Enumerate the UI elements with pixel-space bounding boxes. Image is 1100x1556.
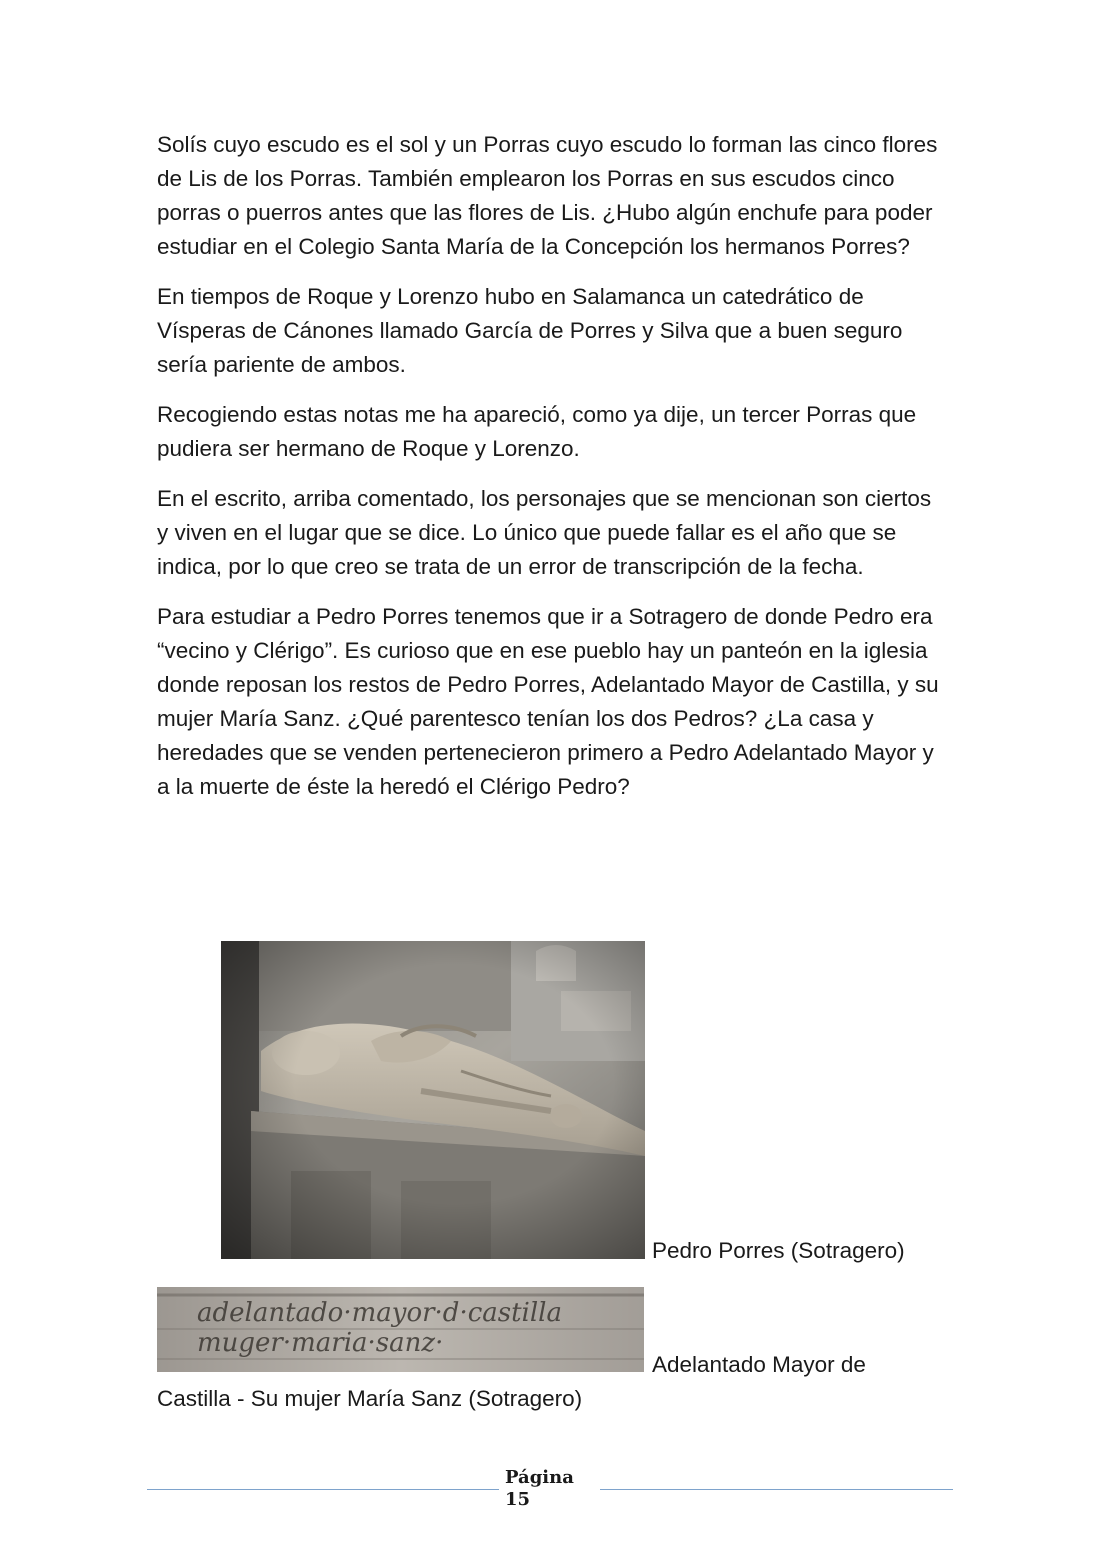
figure-caption: Pedro Porres (Sotragero)	[652, 1238, 905, 1263]
page-number	[505, 1467, 595, 1511]
page-number-value: 15	[505, 1489, 531, 1510]
svg-text:muger·maria·sanz·: muger·maria·sanz·	[197, 1328, 444, 1358]
footer-rule	[600, 1489, 953, 1490]
page-label: Página	[505, 1467, 574, 1488]
paragraph: En tiempos de Roque y Lorenzo hubo en Salamanca un catedrático de Vísperas de Cánones llamado García de Porres y Silva que a buen seguro sería pariente de ambos.	[157, 284, 903, 377]
paragraph: Para estudiar a Pedro Porres tenemos que ir a Sotragero de donde Pedro era “vecino y Clérigo”. Es curioso que en ese pueblo hay un panteón en la iglesia donde reposan los restos de Pedro Porres, Adelantado Mayor de Castilla, y su mujer María Sanz. ¿Qué parentesco tenían los dos Pedros? ¿La casa y heredades que se venden pertenecieron primero a Pedro Adelantado Mayor y a la muerte de éste la heredó el Clérigo Pedro?	[157, 604, 939, 799]
inscription-photo	[157, 1287, 644, 1372]
page-body	[157, 128, 947, 820]
paragraph: Recogiendo estas notas me ha apareció, como ya dije, un tercer Porras que pudiera ser hermano de Roque y Lorenzo.	[157, 402, 917, 461]
paragraph: En el escrito, arriba comentado, los personajes que se mencionan son ciertos y viven en el lugar que se dice. Lo único que puede fallar es el año que se indica, por lo que creo se trata de un error de transcripción de la fecha.	[157, 486, 932, 579]
figure-caption: Adelantado Mayor de	[652, 1352, 866, 1377]
figure-caption: Castilla - Su mujer María Sanz (Sotragero)	[157, 1386, 583, 1411]
paragraph: Solís cuyo escudo es el sol y un Porras cuyo escudo lo forman las cinco flores de Lis de los Porras. También emplearon los Porras en sus escudos cinco porras o puerros antes que las flores de Lis. ¿Hubo algún enchufe para poder estudiar en el Colegio Santa María de la Concepción los hermanos Porres?	[157, 132, 938, 259]
svg-text:adelantado·mayor·d·castilla: adelantado·mayor·d·castilla	[197, 1298, 563, 1328]
footer-rule	[147, 1489, 499, 1490]
tomb-effigy-photo	[221, 941, 645, 1259]
